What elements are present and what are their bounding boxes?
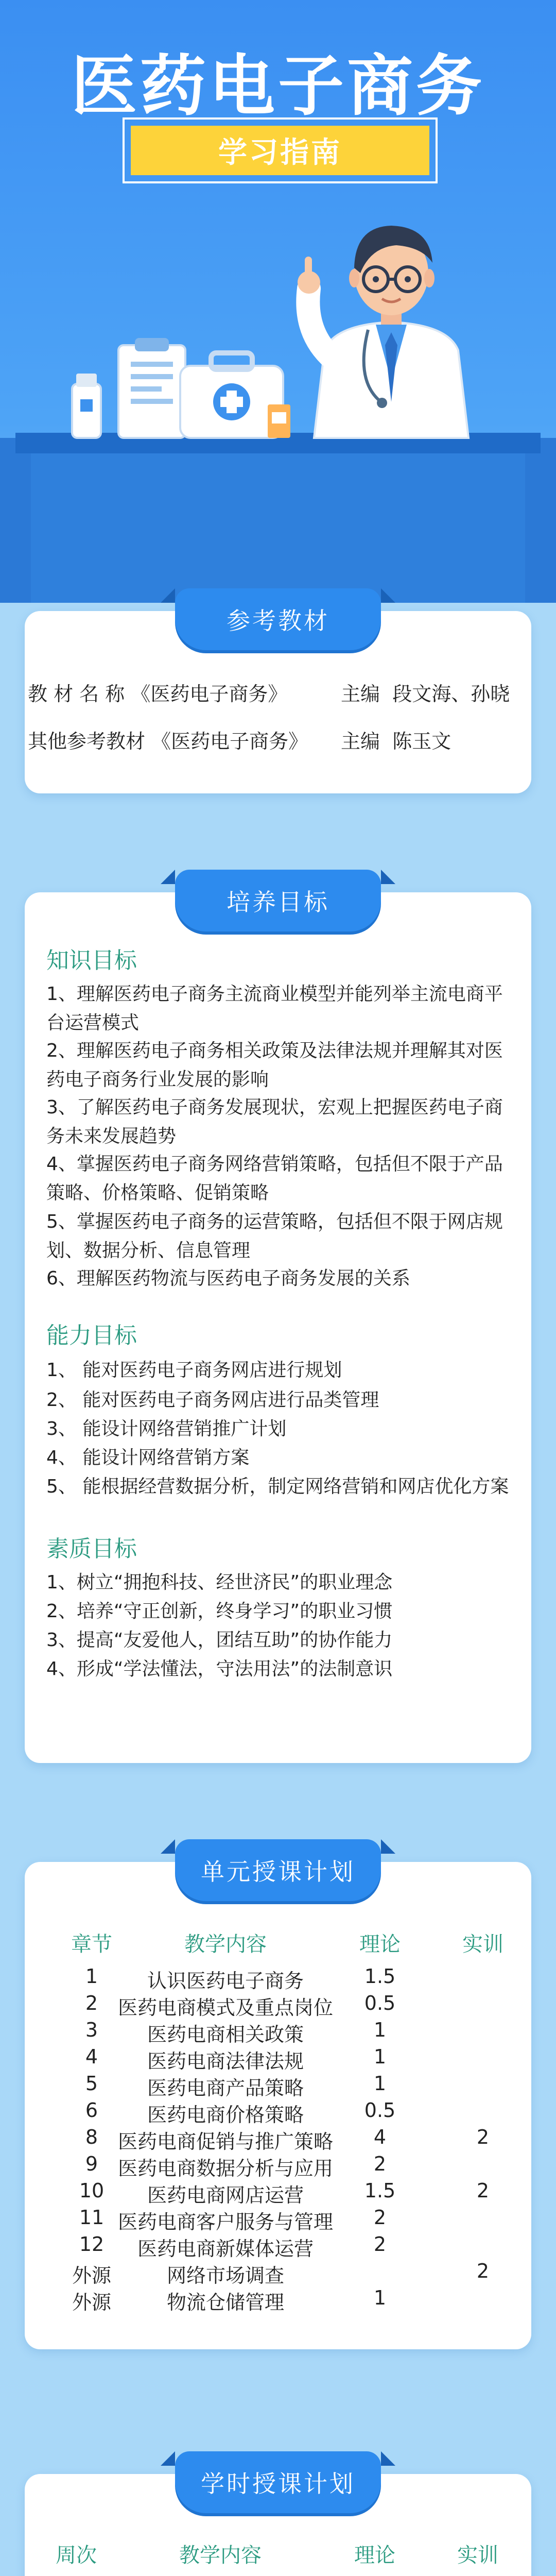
unit-plan-cell: 医药电商相关政策	[147, 2023, 304, 2046]
unit-plan-cell: 2	[373, 2153, 387, 2175]
editor-label: 主编	[341, 730, 380, 753]
unit-plan-column-header: 教学内容	[184, 1933, 267, 1956]
ability-item: 2、 能对医药电子商务网店进行品类管理	[46, 1389, 379, 1411]
hero-banner	[0, 0, 556, 603]
hour-plan-column-header: 周次	[56, 2544, 97, 2567]
hour-plan-column-header: 实训	[457, 2544, 498, 2567]
unit-plan-cell: 4	[85, 2045, 98, 2068]
unit-plan-column-header: 章节	[71, 1933, 112, 1956]
textbook-row	[28, 678, 287, 706]
quality-item: 4、形成“学法懂法，守法用法”的法制意识	[46, 1658, 393, 1680]
editor-name: 段文海、孙晓	[392, 683, 510, 705]
unit-plan-cell: 0.5	[364, 2099, 396, 2122]
unit-plan-card	[25, 1858, 531, 2349]
unit-plan-cell: 4	[373, 2126, 387, 2148]
textbook-label: 教 材 名 称	[28, 683, 125, 705]
unit-plan-cell: 1	[373, 2019, 387, 2041]
quality-item: 1、树立“拥抱科技、经世济民”的职业理念	[46, 1572, 393, 1593]
unit-plan-cell: 认识医药电子商务	[147, 1970, 304, 1992]
unit-plan-cell: 10	[79, 2179, 105, 2202]
unit-plan-cell: 网络市场调查	[166, 2264, 284, 2287]
editor-label: 主编	[341, 683, 380, 705]
unit-plan-cell: 6	[85, 2099, 98, 2122]
textbook-title: 《医药电子商务》	[131, 683, 288, 705]
knowledge-item: 4、掌握医药电子商务网络营销策略，包括但不限于产品策略、价格策略、促销策略	[46, 1154, 503, 1204]
textbook-title: 《医药电子商务》	[151, 730, 308, 753]
unit-plan-cell: 5	[85, 2072, 98, 2095]
pill-box-icon	[268, 404, 290, 438]
clipboard-icon	[118, 338, 185, 438]
unit-plan-cell: 1	[373, 2045, 387, 2068]
unit-plan-cell: 2	[476, 2126, 490, 2148]
unit-plan-cell: 医药电商法律法规	[147, 2050, 304, 2073]
textbook-card	[25, 607, 531, 793]
unit-plan-cell: 2	[373, 2233, 387, 2256]
unit-plan-cell: 医药电商新媒体运营	[137, 2238, 314, 2260]
unit-plan-cell: 外源	[72, 2264, 111, 2287]
unit-plan-cell: 1	[373, 2286, 387, 2309]
textbook-label: 其他参考教材	[28, 730, 146, 753]
unit-plan-cell: 医药电商网店运营	[147, 2184, 304, 2207]
unit-plan-cell: 0.5	[364, 1992, 396, 2014]
ability-item: 4、 能设计网络营销方案	[46, 1447, 250, 1468]
knowledge-item: 5、掌握医药电子商务的运营策略，包括但不限于网店规划、数据分析、信息管理	[46, 1211, 503, 1261]
unit-plan-column-header: 实训	[462, 1933, 503, 1956]
page-title: 医药电子商务	[71, 48, 485, 125]
unit-plan-cell: 11	[79, 2206, 105, 2229]
knowledge-item: 1、理解医药电子商务主流商业模型并能列举主流电商平台运营模式	[46, 984, 503, 1033]
unit-plan-card-header: 单元授课计划	[175, 1839, 381, 1901]
medicine-bottle-icon	[72, 374, 101, 438]
unit-plan-cell: 医药电商模式及重点岗位	[117, 1996, 333, 2019]
unit-plan-cell: 医药电商价格策略	[147, 2104, 304, 2126]
ability-item: 3、 能设计网络营销推广计划	[46, 1418, 287, 1439]
hour-plan-card	[25, 2470, 531, 2576]
ability-item: 5、 能根据经营数据分析，制定网络营销和网店优化方案	[46, 1476, 509, 1497]
subtitle-frame	[123, 117, 438, 183]
doctor-icon	[298, 226, 468, 438]
unit-plan-cell: 12	[79, 2233, 105, 2256]
textbook-editor	[341, 678, 510, 706]
unit-plan-column-header: 理论	[359, 1933, 401, 1956]
knowledge-item: 3、了解医药电子商务发展现状，宏观上把握医药电子商务未来发展趋势	[46, 1097, 503, 1147]
unit-plan-cell: 2	[85, 1992, 98, 2014]
textbook-row	[28, 725, 308, 754]
unit-plan-cell: 1.5	[364, 2179, 396, 2202]
knowledge-heading: 知识目标	[46, 947, 137, 974]
objectives-card	[25, 888, 531, 1763]
unit-plan-cell: 8	[85, 2126, 98, 2148]
quality-heading: 素质目标	[46, 1536, 137, 1562]
unit-plan-cell: 2	[373, 2206, 387, 2229]
quality-item: 3、提高“友爱他人，团结互助”的协作能力	[46, 1630, 393, 1651]
unit-plan-cell: 医药电商产品策略	[147, 2077, 304, 2099]
knowledge-item: 2、理解医药电子商务相关政策及法律法规并理解其对医药电子商务行业发展的影响	[46, 1040, 503, 1090]
unit-plan-cell: 1.5	[364, 1965, 396, 1988]
ability-item: 1、 能对医药电子商务网店进行规划	[46, 1360, 342, 1381]
textbook-card-header: 参考教材	[175, 588, 381, 650]
page-subtitle: 学习指南	[131, 126, 429, 175]
hour-plan-column-header: 教学内容	[179, 2544, 262, 2567]
unit-plan-cell: 1	[373, 2072, 387, 2095]
unit-plan-cell: 2	[476, 2179, 490, 2202]
unit-plan-cell: 3	[85, 2019, 98, 2041]
doctor-illustration	[0, 196, 556, 603]
editor-name: 陈玉文	[392, 730, 451, 753]
unit-plan-cell: 9	[85, 2153, 98, 2175]
unit-plan-cell: 医药电商数据分析与应用	[117, 2157, 333, 2180]
unit-plan-cell: 医药电商促销与推广策略	[117, 2130, 333, 2153]
unit-plan-cell: 1	[85, 1965, 98, 1988]
unit-plan-cell: 2	[476, 2260, 490, 2282]
objectives-card-header: 培养目标	[175, 870, 381, 931]
unit-plan-cell: 外源	[72, 2291, 111, 2314]
textbook-editor	[341, 725, 451, 754]
unit-plan-cell: 物流仓储管理	[166, 2291, 284, 2314]
hour-plan-column-header: 理论	[354, 2544, 395, 2567]
quality-item: 2、培养“守正创新，终身学习”的职业习惯	[46, 1601, 393, 1622]
hour-plan-card-header: 学时授课计划	[175, 2451, 381, 2513]
ability-heading: 能力目标	[46, 1323, 137, 1349]
knowledge-item: 6、理解医药物流与医药电子商务发展的关系	[46, 1268, 410, 1289]
unit-plan-cell: 医药电商客户服务与管理	[117, 2211, 333, 2233]
